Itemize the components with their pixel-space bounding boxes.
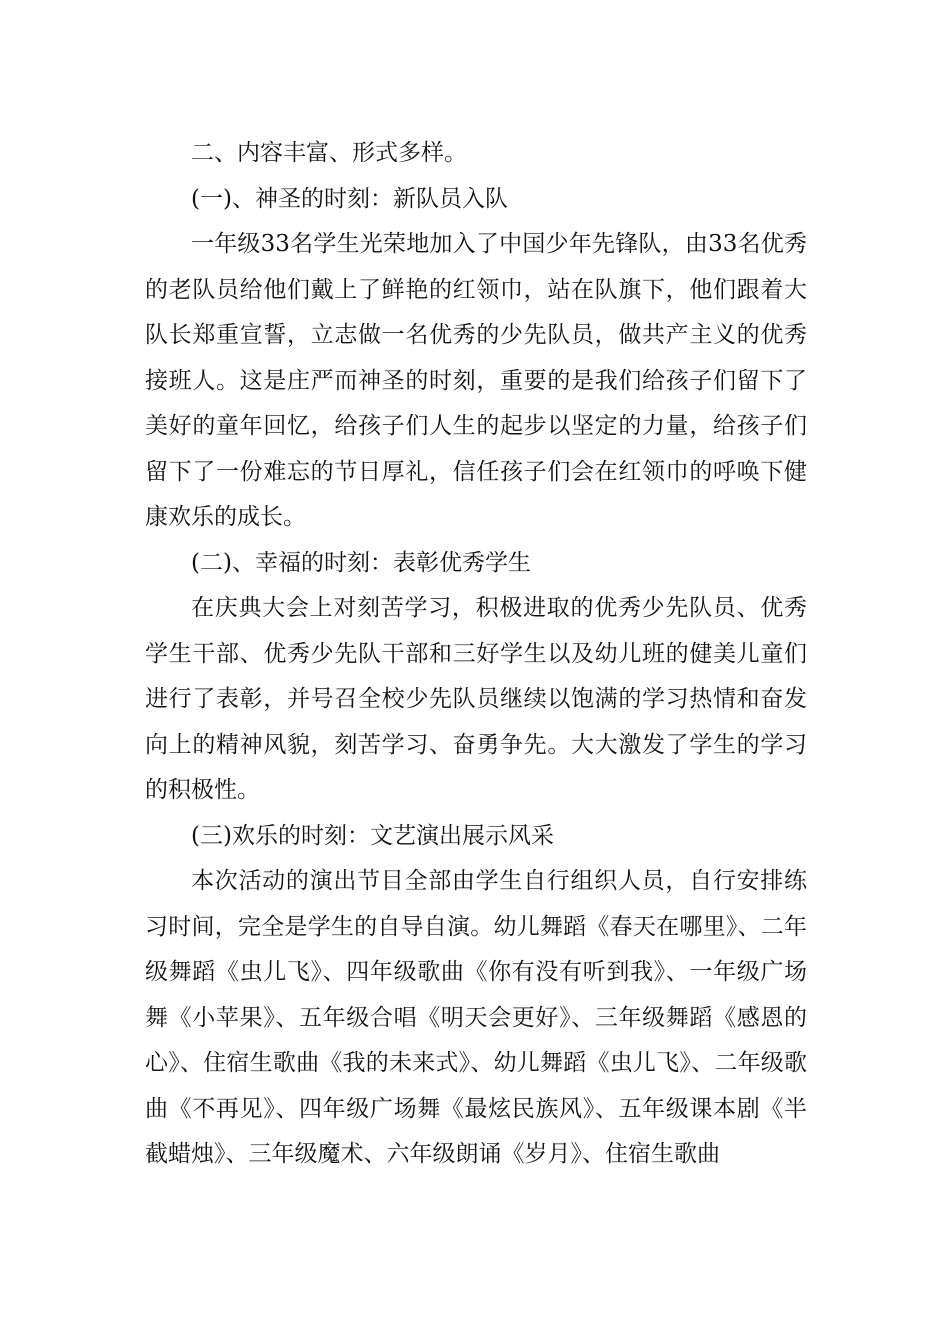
document-body bbox=[145, 131, 807, 1178]
subsection-heading-2: (二)、幸福的时刻：表彰优秀学生 bbox=[191, 549, 531, 576]
paragraph-performances: 本次活动的演出节目全部由学生自行组织人员，自行安排练习时间，完全是学生的自导自演。幼儿舞蹈《春天在哪里》、二年级舞蹈《虫儿飞》、四年级歌曲《你有没有听到我》、一年级广场舞《小苹果》、五年级合唱《明天会更好》、三年级舞蹈《感恩的心》、住宿生歌曲《我的未来式》、幼儿舞蹈《虫儿飞》、二年级歌曲《不再见》、四年级广场舞《最炫民族风》、五年级课本剧《半截蜡烛》、三年级魔术、六年级朗诵《岁月》、住宿生歌曲 bbox=[145, 868, 807, 1167]
paragraph-awards: 在庆典大会上对刻苦学习，积极进取的优秀少先队员、优秀学生干部、优秀少先队干部和三好学生以及幼儿班的健美儿童们进行了表彰，并号召全校少先队员继续以饱满的学习热情和奋发向上的精神风貌，刻苦学习、奋勇争先。大大激发了学生的学习的积极性。 bbox=[145, 595, 807, 803]
subsection-heading-3: (三)欢乐的时刻：文艺演出展示风采 bbox=[191, 822, 554, 849]
subsection-heading-1: (一)、神圣的时刻：新队员入队 bbox=[191, 185, 508, 212]
paragraph-new-members: 一年级33名学生光荣地加入了中国少年先锋队，由33名优秀的老队员给他们戴上了鲜艳的红领巾，站在队旗下，他们跟着大队长郑重宣誓，立志做一名优秀的少先队员，做共产主义的优秀接班人。这是庄严而神圣的时刻，重要的是我们给孩子们留下了美好的童年回忆，给孩子们人生的起步以坚定的力量，给孩子们留下了一份难忘的节日厚礼，信任孩子们会在红领巾的呼唤下健康欢乐的成长。 bbox=[145, 231, 807, 530]
section-heading: 二、内容丰富、形式多样。 bbox=[191, 140, 467, 166]
